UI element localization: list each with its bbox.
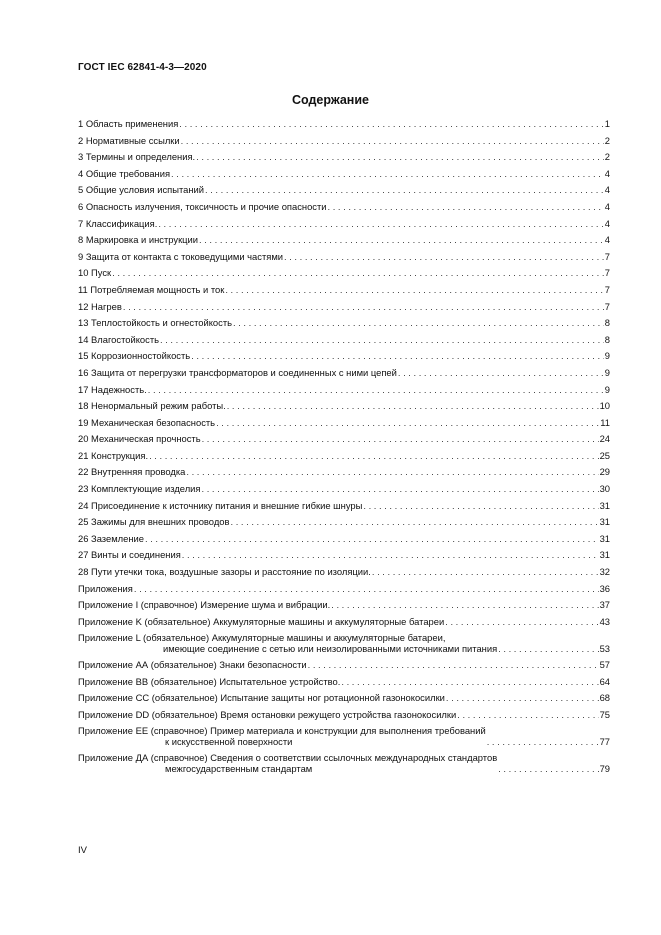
toc-page-number: 4 bbox=[604, 234, 610, 246]
page-title: Содержание bbox=[291, 93, 369, 107]
toc-entry[interactable] bbox=[78, 218, 610, 229]
toc-entry-title bbox=[78, 632, 497, 654]
toc-leader-dots bbox=[457, 709, 598, 720]
toc-entry[interactable] bbox=[78, 566, 610, 577]
toc-leader-dots bbox=[134, 583, 599, 594]
toc-entry-title: 21 Конструкция. bbox=[78, 449, 149, 461]
toc-entry[interactable] bbox=[78, 676, 610, 687]
toc-entry[interactable] bbox=[78, 135, 610, 146]
toc-page-number: 2 bbox=[604, 134, 610, 146]
toc-entry[interactable] bbox=[78, 692, 610, 703]
toc-page-number: 9 bbox=[604, 350, 610, 362]
toc-page-number: 29 bbox=[599, 466, 610, 478]
toc-leader-dots bbox=[216, 417, 599, 428]
toc-leader-dots bbox=[227, 400, 599, 411]
toc-entry-title: 10 Пуск bbox=[78, 267, 112, 279]
toc-entry-title bbox=[78, 752, 497, 774]
toc-entry[interactable] bbox=[78, 334, 610, 345]
toc-leader-dots bbox=[186, 466, 598, 477]
toc-entry-title: 23 Комплектующие изделия bbox=[78, 483, 201, 495]
toc-entry-line: Приложение L (обязательное) Аккумуляторные машины и аккумуляторные батареи, bbox=[78, 632, 446, 644]
toc-leader-dots bbox=[446, 692, 599, 703]
toc-entry[interactable] bbox=[78, 709, 610, 720]
toc-entry-title: 17 Надежность. bbox=[78, 383, 147, 395]
toc-entry-title: 9 Защита от контакта с токоведущими частями bbox=[78, 250, 284, 262]
toc-entry-title: 4 Общие требования bbox=[78, 167, 171, 179]
toc-entry[interactable] bbox=[78, 450, 610, 461]
toc-entry[interactable] bbox=[78, 659, 610, 670]
toc-entry-title bbox=[78, 725, 486, 747]
toc-entry-title: 13 Теплостойкость и огнестойкость bbox=[78, 317, 233, 329]
toc-entry-title: 11 Потребляемая мощность и ток bbox=[78, 283, 225, 295]
toc-page-number: 75 bbox=[599, 708, 610, 720]
toc-entry[interactable] bbox=[78, 251, 610, 262]
toc-entry[interactable] bbox=[78, 483, 610, 494]
toc-entry-title: 28 Пути утечки тока, воздушные зазоры и расстояние по изоляции. bbox=[78, 566, 371, 578]
toc-leader-dots bbox=[123, 301, 604, 312]
toc-leader-dots bbox=[196, 151, 604, 162]
toc-entry-line: межгосударственным стандартам bbox=[165, 762, 313, 774]
toc-entry-title: 12 Нагрев bbox=[78, 300, 122, 312]
toc-entry[interactable] bbox=[78, 752, 610, 774]
toc-entry-title: 24 Присоединение к источнику питания и внешние гибкие шнуры bbox=[78, 499, 363, 511]
toc-leader-dots bbox=[341, 676, 598, 687]
toc-entry-title: 1 Область применения bbox=[78, 118, 179, 129]
toc-leader-dots bbox=[191, 350, 604, 361]
toc-entry[interactable] bbox=[78, 549, 610, 560]
toc-page-number: 79 bbox=[599, 762, 610, 774]
toc-entry-line: имеющие соединение с сетью или неизолированными источниками питания bbox=[163, 643, 498, 655]
toc-page-number: 32 bbox=[599, 566, 610, 578]
toc-leader-dots bbox=[331, 599, 598, 610]
toc-leader-dots bbox=[202, 433, 599, 444]
toc-leader-dots bbox=[233, 317, 604, 328]
toc-page-number: 8 bbox=[604, 317, 610, 329]
toc-entry-title: 16 Защита от перегрузки трансформаторов и соединенных с ними цепей bbox=[78, 366, 397, 378]
toc-leader-dots bbox=[308, 659, 599, 670]
toc-page-number: 43 bbox=[599, 615, 610, 627]
toc-page-number: 4 bbox=[604, 184, 610, 196]
toc-entry[interactable] bbox=[78, 417, 610, 428]
toc-page-number: 1 bbox=[604, 118, 610, 129]
toc-leader-dots bbox=[398, 367, 604, 378]
toc-entry[interactable] bbox=[78, 516, 610, 527]
toc-leader-dots bbox=[498, 763, 598, 774]
toc-page-number: 31 bbox=[599, 532, 610, 544]
toc-entry-title: 14 Влагостойкость bbox=[78, 333, 160, 345]
toc-entry-title: 18 Ненормальный режим работы. bbox=[78, 400, 226, 412]
toc-page-number: 57 bbox=[599, 659, 610, 670]
toc-leader-dots bbox=[182, 549, 599, 560]
toc-page-number: 7 bbox=[604, 250, 610, 262]
toc-leader-dots bbox=[202, 483, 599, 494]
toc-page-number: 7 bbox=[604, 267, 610, 279]
toc-entry-title: 8 Маркировка и инструкции bbox=[78, 234, 199, 246]
document-code: ГОСТ IEC 62841-4-3—2020 bbox=[78, 62, 207, 73]
toc-leader-dots bbox=[171, 168, 604, 179]
toc-page-number: 77 bbox=[599, 736, 610, 748]
toc-page-number: 36 bbox=[599, 582, 610, 594]
toc-leader-dots bbox=[199, 234, 604, 245]
toc-entry[interactable] bbox=[78, 433, 610, 444]
toc-page-number: 10 bbox=[599, 400, 610, 412]
toc-entry[interactable] bbox=[78, 350, 610, 361]
toc-entry-title: 27 Винты и соединения bbox=[78, 549, 181, 561]
toc-leader-dots bbox=[160, 334, 604, 345]
toc-entry[interactable] bbox=[78, 632, 610, 654]
page-number: IV bbox=[78, 845, 87, 856]
toc-entry-title: Приложение I (справочное) Измерение шума и вибрации. bbox=[78, 599, 331, 611]
toc-entry-title: 25 Зажимы для внешних проводов bbox=[78, 516, 230, 528]
toc-leader-dots bbox=[179, 118, 603, 129]
toc-entry-line: Приложение ДА (справочное) Сведения о соответствии ссылочных международных стандартов bbox=[78, 751, 498, 763]
toc-entry-title: 7 Классификация. bbox=[78, 217, 158, 229]
toc-entry[interactable] bbox=[78, 500, 610, 511]
table-of-contents bbox=[78, 118, 610, 779]
toc-entry-line: Приложение ЕЕ (справочное) Пример материала и конструкции для выполнения требований bbox=[78, 725, 486, 737]
toc-entry-title: Приложение DD (обязательное) Время остановки режущего устройства газонокосилки bbox=[78, 708, 457, 720]
toc-entry[interactable] bbox=[78, 725, 610, 747]
toc-page-number: 31 bbox=[599, 516, 610, 528]
toc-entry[interactable] bbox=[78, 118, 610, 129]
toc-entry-title: 6 Опасность излучения, токсичность и прочие опасности bbox=[78, 200, 327, 212]
toc-leader-dots bbox=[284, 251, 604, 262]
toc-page-number: 68 bbox=[599, 692, 610, 704]
toc-entry-title: 2 Нормативные ссылки bbox=[78, 134, 180, 146]
toc-leader-dots bbox=[372, 566, 599, 577]
toc-entry[interactable] bbox=[78, 317, 610, 328]
toc-leader-dots bbox=[205, 184, 604, 195]
toc-entry-title: 26 Заземление bbox=[78, 532, 144, 544]
toc-leader-dots bbox=[328, 201, 604, 212]
toc-page-number: 64 bbox=[599, 675, 610, 687]
toc-page-number: 37 bbox=[599, 599, 610, 611]
toc-entry-title: 20 Механическая прочность bbox=[78, 433, 201, 445]
toc-page-number: 31 bbox=[599, 549, 610, 561]
toc-page-number: 25 bbox=[599, 449, 610, 461]
toc-leader-dots bbox=[158, 218, 603, 229]
toc-entry[interactable] bbox=[78, 151, 610, 162]
toc-entry[interactable] bbox=[78, 367, 610, 378]
toc-page-number: 53 bbox=[599, 643, 610, 655]
toc-page-number: 9 bbox=[604, 366, 610, 378]
toc-entry-title: Приложения bbox=[78, 582, 133, 594]
toc-page-number: 7 bbox=[604, 300, 610, 312]
toc-entry[interactable] bbox=[78, 466, 610, 477]
toc-entry-title: Приложение АА (обязательное) Знаки безопасности bbox=[78, 659, 307, 670]
toc-entry[interactable] bbox=[78, 533, 610, 544]
toc-entry-title: Приложение СС (обязательное) Испытание защиты ног ротационной газонокосилки bbox=[78, 692, 445, 704]
toc-page-number: 30 bbox=[599, 483, 610, 495]
toc-leader-dots bbox=[363, 500, 598, 511]
toc-page-number: 24 bbox=[599, 433, 610, 445]
toc-entry[interactable] bbox=[78, 400, 610, 411]
toc-entry-title: 22 Внутренняя проводка bbox=[78, 466, 186, 478]
toc-leader-dots bbox=[225, 284, 603, 295]
toc-page-number: 4 bbox=[604, 200, 610, 212]
toc-page-number: 31 bbox=[599, 499, 610, 511]
toc-entry[interactable] bbox=[78, 583, 610, 594]
toc-entry[interactable] bbox=[78, 384, 610, 395]
toc-entry-title: 15 Коррозионностойкость bbox=[78, 350, 191, 362]
toc-leader-dots bbox=[112, 267, 604, 278]
toc-entry[interactable] bbox=[78, 284, 610, 295]
toc-entry[interactable] bbox=[78, 168, 610, 179]
toc-leader-dots bbox=[230, 516, 598, 527]
toc-page-number: 2 bbox=[604, 151, 610, 163]
toc-entry-title: Приложение K (обязательное) Аккумуляторные машины и аккумуляторные батареи bbox=[78, 615, 445, 627]
toc-leader-dots bbox=[445, 616, 598, 627]
toc-page-number: 7 bbox=[604, 283, 610, 295]
toc-entry[interactable] bbox=[78, 184, 610, 195]
toc-leader-dots bbox=[181, 135, 604, 146]
toc-leader-dots bbox=[498, 643, 598, 654]
toc-leader-dots bbox=[487, 736, 599, 747]
toc-entry[interactable] bbox=[78, 201, 610, 212]
toc-page-number: 8 bbox=[604, 333, 610, 345]
toc-page-number: 9 bbox=[604, 383, 610, 395]
toc-entry-line: к искусственной поверхности bbox=[165, 736, 293, 748]
toc-leader-dots bbox=[148, 384, 604, 395]
toc-page-number: 4 bbox=[604, 167, 610, 179]
toc-entry-title: 3 Термины и определения. bbox=[78, 151, 196, 163]
toc-page-number: 11 bbox=[600, 416, 610, 428]
toc-leader-dots bbox=[149, 450, 599, 461]
toc-entry-title: 19 Механическая безопасность bbox=[78, 416, 216, 428]
toc-page-number: 4 bbox=[604, 217, 610, 229]
toc-leader-dots bbox=[145, 533, 599, 544]
toc-entry[interactable] bbox=[78, 267, 610, 278]
toc-entry[interactable] bbox=[78, 599, 610, 610]
toc-entry-title: Приложение ВВ (обязательное) Испытательное устройство. bbox=[78, 675, 341, 687]
toc-entry[interactable] bbox=[78, 301, 610, 312]
toc-entry[interactable] bbox=[78, 616, 610, 627]
toc-entry[interactable] bbox=[78, 234, 610, 245]
toc-entry-title: 5 Общие условия испытаний bbox=[78, 184, 204, 196]
